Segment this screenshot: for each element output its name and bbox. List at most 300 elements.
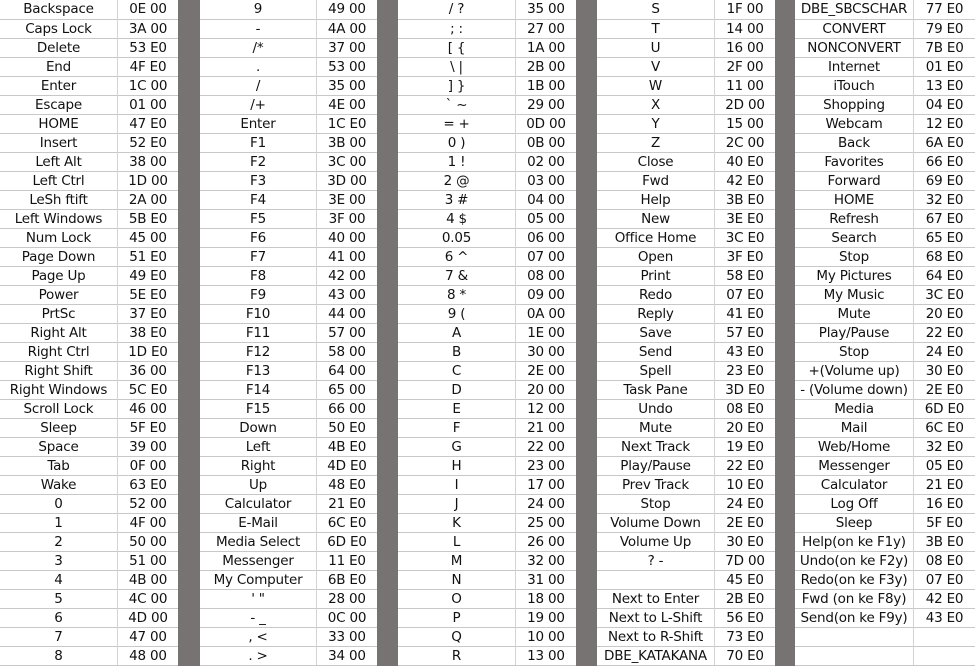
key-name-cell: Enter xyxy=(200,114,317,133)
table-row xyxy=(398,95,576,114)
key-name-cell: Redo(on ke F3y) xyxy=(795,570,914,589)
scan-code-cell: 0D 00 xyxy=(516,114,576,133)
scan-code-cell: 3B E0 xyxy=(715,190,775,209)
scan-code-cell: 27 00 xyxy=(516,19,576,38)
scan-code-cell: 2B E0 xyxy=(715,589,775,608)
key-name-cell: Play/Pause xyxy=(795,323,914,342)
table-row xyxy=(200,475,377,494)
table-row xyxy=(0,608,178,627)
key-name-cell: Page Up xyxy=(0,266,118,285)
scan-code-cell: 09 00 xyxy=(516,285,576,304)
scan-code-cell: 04 00 xyxy=(516,190,576,209)
scan-code-cell: 39 00 xyxy=(118,437,178,456)
key-name-cell: HOME xyxy=(0,114,118,133)
key-name-cell: E xyxy=(398,399,516,418)
scan-code-cell: 5E E0 xyxy=(118,285,178,304)
table-row xyxy=(795,570,975,589)
key-name-cell: Media Select xyxy=(200,532,317,551)
table-row xyxy=(795,475,975,494)
key-name-cell: C xyxy=(398,361,516,380)
key-name-cell: ; : xyxy=(398,19,516,38)
key-name-cell: 7 & xyxy=(398,266,516,285)
key-name-cell: Task Pane xyxy=(597,380,715,399)
table-row xyxy=(795,589,975,608)
key-name-cell: Send(on ke F9y) xyxy=(795,608,914,627)
scan-code-cell: 41 E0 xyxy=(715,304,775,323)
scan-code-cell: 12 00 xyxy=(516,399,576,418)
table-row xyxy=(597,57,775,76)
key-name-cell: B xyxy=(398,342,516,361)
key-name-cell: 6 xyxy=(0,608,118,627)
key-name-cell: - _ xyxy=(200,608,317,627)
scan-code-cell: 50 E0 xyxy=(317,418,377,437)
key-name-cell: Play/Pause xyxy=(597,456,715,475)
table-row xyxy=(398,361,576,380)
key-name-cell: HOME xyxy=(795,190,914,209)
scan-code-cell: 2A 00 xyxy=(118,190,178,209)
key-name-cell: G xyxy=(398,437,516,456)
scan-code-cell: 30 E0 xyxy=(914,361,975,380)
scan-code-cell: 08 E0 xyxy=(914,551,975,570)
scan-code-cell: 65 E0 xyxy=(914,228,975,247)
table-row xyxy=(795,285,975,304)
key-name-cell: Insert xyxy=(0,133,118,152)
table-row xyxy=(0,361,178,380)
scan-code-cell: 16 E0 xyxy=(914,494,975,513)
scan-code-cell: 35 00 xyxy=(317,76,377,95)
key-name-cell: PrtSc xyxy=(0,304,118,323)
table-row xyxy=(398,247,576,266)
key-name-cell: F8 xyxy=(200,266,317,285)
table-row xyxy=(597,38,775,57)
scan-code-cell: 2E E0 xyxy=(914,380,975,399)
table-row xyxy=(795,57,975,76)
scan-code-cell: 51 E0 xyxy=(118,247,178,266)
key-name-cell: Media xyxy=(795,399,914,418)
table-row xyxy=(0,76,178,95)
table-row xyxy=(200,209,377,228)
key-name-cell: = + xyxy=(398,114,516,133)
table-row xyxy=(398,646,576,665)
scan-code-cell: 1D E0 xyxy=(118,342,178,361)
table-row xyxy=(398,608,576,627)
key-name-cell: - (Volume down) xyxy=(795,380,914,399)
table-row xyxy=(0,570,178,589)
table-row xyxy=(0,380,178,399)
key-name-cell: Sleep xyxy=(795,513,914,532)
scan-code-cell: 66 E0 xyxy=(914,152,975,171)
table-row xyxy=(0,494,178,513)
table-row xyxy=(795,399,975,418)
scan-code-cell: 0F 00 xyxy=(118,456,178,475)
table-row xyxy=(795,19,975,38)
table-row xyxy=(398,304,576,323)
table-row xyxy=(597,646,775,665)
scan-code-cell: 3F E0 xyxy=(715,247,775,266)
scan-code-cell: 32 00 xyxy=(516,551,576,570)
key-name-cell: Reply xyxy=(597,304,715,323)
scan-code-cell: 6C E0 xyxy=(914,418,975,437)
table-row xyxy=(597,285,775,304)
scan-code-cell: 45 E0 xyxy=(715,570,775,589)
table-row xyxy=(795,247,975,266)
table-row xyxy=(0,532,178,551)
key-name-cell: ? - xyxy=(597,551,715,570)
table-row xyxy=(795,190,975,209)
key-name-cell: F2 xyxy=(200,152,317,171)
scan-code-cell: 07 00 xyxy=(516,247,576,266)
key-name-cell: ] } xyxy=(398,76,516,95)
table-row xyxy=(795,342,975,361)
scan-code-cell: 43 00 xyxy=(317,285,377,304)
scan-code-cell: 48 00 xyxy=(118,646,178,665)
table-row xyxy=(200,285,377,304)
key-name-cell: 2 xyxy=(0,532,118,551)
table-row xyxy=(200,437,377,456)
key-name-cell: \ | xyxy=(398,57,516,76)
scan-code-cell: 38 E0 xyxy=(118,323,178,342)
table-row xyxy=(398,475,576,494)
scan-code-cell: 4C 00 xyxy=(118,589,178,608)
table-row xyxy=(795,418,975,437)
scan-code-cell: 1E 00 xyxy=(516,323,576,342)
scan-code-cell: 64 E0 xyxy=(914,266,975,285)
key-name-cell: Y xyxy=(597,114,715,133)
table-row xyxy=(0,342,178,361)
key-name-cell: [ { xyxy=(398,38,516,57)
table-row xyxy=(597,380,775,399)
table-row xyxy=(0,513,178,532)
table-row xyxy=(398,133,576,152)
table-row xyxy=(597,342,775,361)
key-name-cell: Open xyxy=(597,247,715,266)
table-row xyxy=(597,627,775,646)
scan-code-cell: 5C E0 xyxy=(118,380,178,399)
table-row xyxy=(200,95,377,114)
key-name-cell: NONCONVERT xyxy=(795,38,914,57)
key-name-cell: / xyxy=(200,76,317,95)
key-name-cell: Print xyxy=(597,266,715,285)
key-name-cell: Z xyxy=(597,133,715,152)
scan-code-cell: 53 E0 xyxy=(118,38,178,57)
scan-code-cell: 2B 00 xyxy=(516,57,576,76)
scan-code-cell: 2D 00 xyxy=(715,95,775,114)
scan-code-cell: 08 00 xyxy=(516,266,576,285)
table-row xyxy=(398,456,576,475)
table-row xyxy=(0,57,178,76)
scan-code-cell: 0E 00 xyxy=(129,1,167,17)
key-name-cell: DBE_KATAKANA xyxy=(597,646,715,665)
scan-code-cell: 2E E0 xyxy=(715,513,775,532)
key-name-cell: K xyxy=(398,513,516,532)
scan-code-cell: 4E 00 xyxy=(317,95,377,114)
scan-code-cell: 5F E0 xyxy=(118,418,178,437)
key-name-cell: Right Ctrl xyxy=(0,342,118,361)
scan-code-cell: 02 00 xyxy=(516,152,576,171)
scan-code-cell: 6D E0 xyxy=(317,532,377,551)
table-row xyxy=(597,209,775,228)
table-row xyxy=(398,532,576,551)
key-name-cell: L xyxy=(398,532,516,551)
scan-code-cell: 56 E0 xyxy=(715,608,775,627)
scan-code-cell: 16 00 xyxy=(715,38,775,57)
table-row xyxy=(795,323,975,342)
key-name-cell: Left Ctrl xyxy=(0,171,118,190)
scan-code-cell: 3E 00 xyxy=(317,190,377,209)
table-row xyxy=(597,171,775,190)
scan-code-cell: 6A E0 xyxy=(914,133,975,152)
key-name-cell: Tab xyxy=(0,456,118,475)
table-row xyxy=(0,304,178,323)
table-row xyxy=(597,247,775,266)
key-name-cell: 3 # xyxy=(398,190,516,209)
table-row xyxy=(0,114,178,133)
scan-code-cell: 49 E0 xyxy=(118,266,178,285)
scan-code-cell: 4D 00 xyxy=(118,608,178,627)
scan-code-cell: 24 E0 xyxy=(914,342,975,361)
table-row xyxy=(597,570,775,589)
scan-code-cell: 31 00 xyxy=(516,570,576,589)
table-row xyxy=(200,171,377,190)
table-row xyxy=(200,342,377,361)
key-name-cell: Up xyxy=(200,475,317,494)
table-row xyxy=(398,266,576,285)
key-name-cell: Help xyxy=(597,190,715,209)
table-row xyxy=(0,551,178,570)
key-name-cell: Space xyxy=(0,437,118,456)
key-name-cell: iTouch xyxy=(795,76,914,95)
key-name-cell: Backspace xyxy=(0,0,118,19)
key-name-cell: F9 xyxy=(200,285,317,304)
scan-code-cell: 65 00 xyxy=(317,380,377,399)
scan-code-cell: 3A 00 xyxy=(118,19,178,38)
scan-code-cell: 15 00 xyxy=(715,114,775,133)
table-row xyxy=(0,323,178,342)
table-row xyxy=(398,152,576,171)
scan-code-cell: 20 E0 xyxy=(914,304,975,323)
scan-code-cell: 10 E0 xyxy=(715,475,775,494)
key-name-cell: I xyxy=(398,475,516,494)
scan-code-cell: 32 E0 xyxy=(914,437,975,456)
table-row xyxy=(200,380,377,399)
table-row xyxy=(795,551,975,570)
table-row xyxy=(795,0,975,19)
scan-code-cell: 22 E0 xyxy=(914,323,975,342)
table-row xyxy=(398,570,576,589)
scan-code-cell: 57 E0 xyxy=(715,323,775,342)
table-row xyxy=(597,608,775,627)
key-name-cell: D xyxy=(398,380,516,399)
table-row xyxy=(200,114,377,133)
table-row xyxy=(0,228,178,247)
scan-code-cell: 67 E0 xyxy=(914,209,975,228)
table-row xyxy=(200,418,377,437)
table-row xyxy=(398,57,576,76)
scan-code-cell: 18 00 xyxy=(516,589,576,608)
key-name-cell: Fwd (on ke F8y) xyxy=(795,589,914,608)
key-name-cell: F12 xyxy=(200,342,317,361)
scan-code-cell: 07 E0 xyxy=(914,570,975,589)
key-name-cell: F13 xyxy=(200,361,317,380)
table-row xyxy=(398,0,576,19)
column-group-1 xyxy=(0,0,178,666)
scan-code-cell: 64 00 xyxy=(317,361,377,380)
key-name-cell: My Music xyxy=(795,285,914,304)
table-row xyxy=(200,608,377,627)
table-row xyxy=(398,342,576,361)
scan-code-cell: 57 00 xyxy=(317,323,377,342)
scan-code-cell: 0A 00 xyxy=(516,304,576,323)
key-name-cell: 1 ! xyxy=(398,152,516,171)
key-name-cell: . xyxy=(200,57,317,76)
scan-code-cell: 47 E0 xyxy=(118,114,178,133)
key-name-cell: A xyxy=(398,323,516,342)
scan-code-cell: 46 00 xyxy=(118,399,178,418)
scan-code-cell: 2C 00 xyxy=(715,133,775,152)
table-row xyxy=(0,38,178,57)
scan-code-cell: 13 E0 xyxy=(914,76,975,95)
key-name-cell xyxy=(795,627,914,646)
scan-code-cell: 42 E0 xyxy=(715,171,775,190)
scan-code-cell: 05 00 xyxy=(516,209,576,228)
scan-code-cell: 06 00 xyxy=(516,228,576,247)
table-row xyxy=(398,380,576,399)
scan-code-cell: 0C 00 xyxy=(317,608,377,627)
scan-code-cell: 12 E0 xyxy=(914,114,975,133)
scan-code-cell: 48 E0 xyxy=(317,475,377,494)
key-name-cell: Volume Down xyxy=(597,513,715,532)
table-row xyxy=(0,285,178,304)
key-name-cell: 4 $ xyxy=(398,209,516,228)
table-row xyxy=(398,494,576,513)
key-name-cell: ` ~ xyxy=(398,95,516,114)
table-row xyxy=(200,456,377,475)
scan-code-cell: 32 E0 xyxy=(914,190,975,209)
table-row xyxy=(597,76,775,95)
key-name-cell: U xyxy=(597,38,715,57)
scan-code-cell: 1C 00 xyxy=(118,76,178,95)
scan-code-cell: 23 00 xyxy=(516,456,576,475)
key-name-cell: 8 xyxy=(0,646,118,665)
table-row xyxy=(200,76,377,95)
scan-code-cell: 2F 00 xyxy=(715,57,775,76)
scan-code-cell: 4D E0 xyxy=(317,456,377,475)
key-name-cell: My Pictures xyxy=(795,266,914,285)
table-row xyxy=(597,437,775,456)
scan-code-cell: 4A 00 xyxy=(317,19,377,38)
key-name-cell: Sleep xyxy=(0,418,118,437)
scan-code-cell: 5F E0 xyxy=(914,513,975,532)
scan-code-cell: 1F 00 xyxy=(726,1,764,17)
table-row xyxy=(597,323,775,342)
scan-code-cell: 19 E0 xyxy=(715,437,775,456)
key-name-cell: F1 xyxy=(200,133,317,152)
scan-code-cell: 47 00 xyxy=(118,627,178,646)
table-row xyxy=(597,513,775,532)
scan-code-cell: 3C E0 xyxy=(715,228,775,247)
scan-code-cell: 14 00 xyxy=(715,19,775,38)
table-row xyxy=(200,494,377,513)
key-name-cell: Delete xyxy=(0,38,118,57)
column-divider xyxy=(377,0,398,666)
key-name-cell: Down xyxy=(200,418,317,437)
scan-code-cell: 1D 00 xyxy=(118,171,178,190)
scan-code-cell: 20 E0 xyxy=(715,418,775,437)
key-name-cell: Num Lock xyxy=(0,228,118,247)
scan-code-cell: 63 E0 xyxy=(118,475,178,494)
key-name-cell: 2 @ xyxy=(398,171,516,190)
key-name-cell: Calculator xyxy=(200,494,317,513)
table-row xyxy=(597,399,775,418)
scan-code-cell: 44 00 xyxy=(317,304,377,323)
scan-code-cell: 04 E0 xyxy=(914,95,975,114)
column-divider xyxy=(178,0,200,666)
table-row xyxy=(200,323,377,342)
table-row xyxy=(200,228,377,247)
table-row xyxy=(795,38,975,57)
key-name-cell: Web/Home xyxy=(795,437,914,456)
key-name-cell: Refresh xyxy=(795,209,914,228)
scan-code-cell: 13 00 xyxy=(516,646,576,665)
table-row xyxy=(200,266,377,285)
table-row xyxy=(398,38,576,57)
table-row xyxy=(795,133,975,152)
scan-code-cell: 4F E0 xyxy=(118,57,178,76)
scan-code-cell: 69 E0 xyxy=(914,171,975,190)
key-name-cell: M xyxy=(398,551,516,570)
key-name-cell: Scroll Lock xyxy=(0,399,118,418)
scan-code-cell: 19 00 xyxy=(516,608,576,627)
scan-code-cell: 21 00 xyxy=(516,418,576,437)
key-name-cell: / ? xyxy=(398,0,516,19)
key-name-cell: F15 xyxy=(200,399,317,418)
table-row xyxy=(597,19,775,38)
key-name-cell: F xyxy=(398,418,516,437)
scan-code-cell: 52 E0 xyxy=(118,133,178,152)
scan-code-cell: 21 E0 xyxy=(317,494,377,513)
key-name-cell: T xyxy=(597,19,715,38)
key-name-cell: Stop xyxy=(795,247,914,266)
key-name-cell: /* xyxy=(200,38,317,57)
key-name-cell: 0 ) xyxy=(398,133,516,152)
table-row xyxy=(398,513,576,532)
scan-code-cell: 79 E0 xyxy=(914,19,975,38)
key-name-cell: Fwd xyxy=(597,171,715,190)
key-name-cell: Send xyxy=(597,342,715,361)
key-name-cell: 0 xyxy=(0,494,118,513)
scan-code-cell: 37 00 xyxy=(317,38,377,57)
key-name-cell: X xyxy=(597,95,715,114)
table-row xyxy=(795,152,975,171)
key-name-cell: Webcam xyxy=(795,114,914,133)
key-name-cell xyxy=(795,646,914,665)
key-name-cell: V xyxy=(597,57,715,76)
table-row xyxy=(200,247,377,266)
scan-code-cell: 51 00 xyxy=(118,551,178,570)
key-name-cell: 6 ^ xyxy=(398,247,516,266)
key-name-cell: F7 xyxy=(200,247,317,266)
table-row xyxy=(0,266,178,285)
scan-code-cell: 28 00 xyxy=(317,589,377,608)
key-name-cell: Search xyxy=(795,228,914,247)
scan-code-cell: 08 E0 xyxy=(715,399,775,418)
scan-code-cell xyxy=(914,646,975,665)
key-name-cell: Internet xyxy=(795,57,914,76)
key-name-cell: Right xyxy=(200,456,317,475)
table-row xyxy=(795,608,975,627)
scan-code-cell: 1A 00 xyxy=(516,38,576,57)
column-group-5 xyxy=(795,0,975,666)
